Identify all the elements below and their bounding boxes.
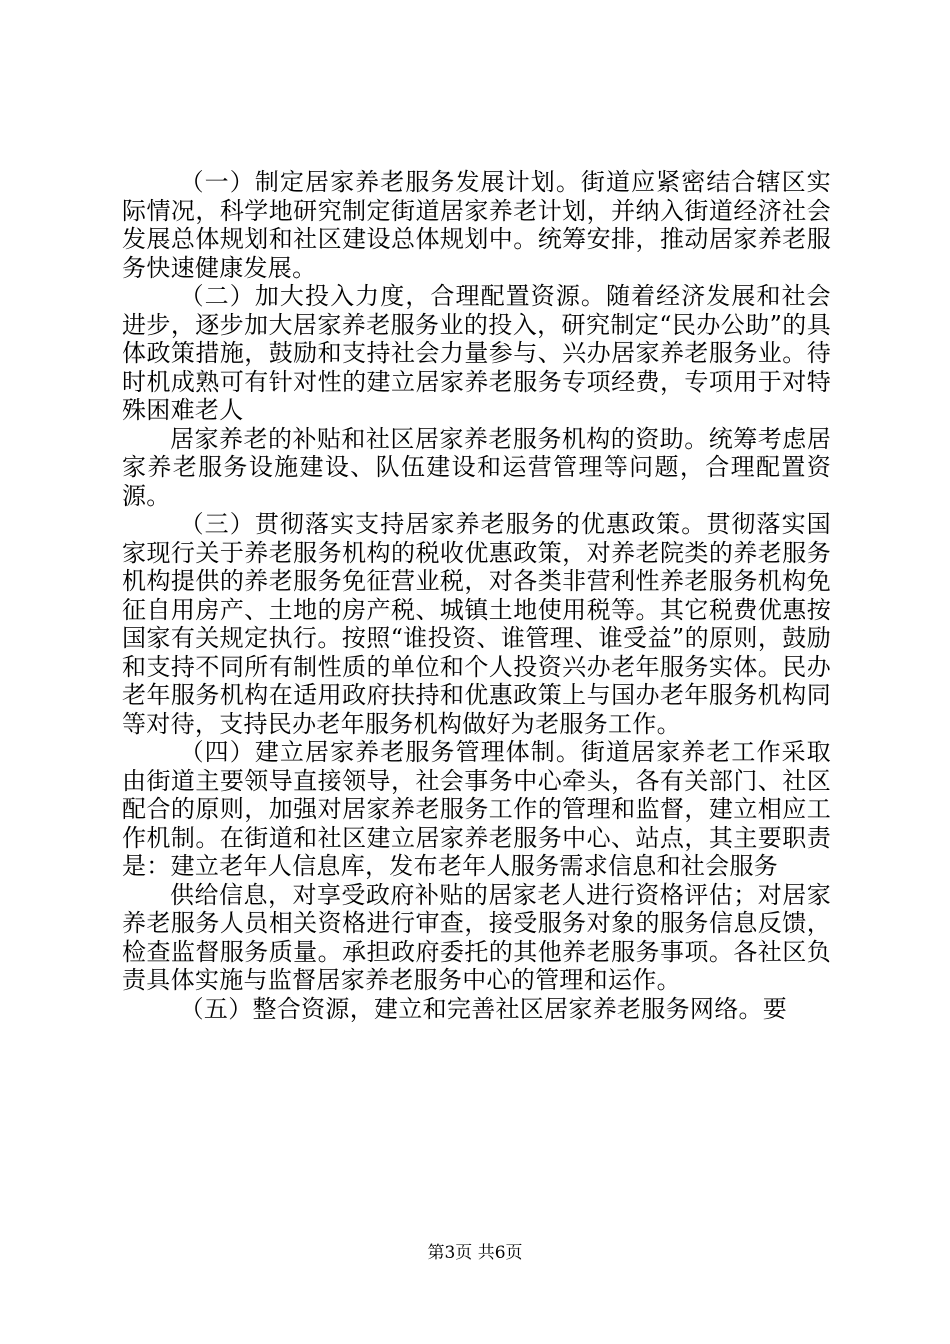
- paragraph-4: （三）贯彻落实支持居家养老服务的优惠政策。贯彻落实国家现行关于养老服务机构的税收优惠政策，对养老院类的养老服务机构提供的养老服务免征营业税，对各类非营利性养老服务机构免征自用房产、土地的房产税、城镇土地使用税等。其它税费优惠按国家有关规定执行。按照“谁投资、谁管理、谁受益”的原则，鼓励和支持不同所有制性质的单位和个人投资兴办老年服务实体。民办老年服务机构在适用政府扶持和优惠政策上与国办老年服务机构同等对待，支持民办老年服务机构做好为老服务工作。: [122, 510, 831, 738]
- page-number-label: 第3页 共6页: [427, 1243, 523, 1263]
- paragraph-1: （一）制定居家养老服务发展计划。街道应紧密结合辖区实际情况，科学地研究制定街道居家养老计划，并纳入街道经济社会发展总体规划和社区建设总体规划中。统筹安排，推动居家养老服务快速健康发展。: [122, 168, 831, 282]
- page-footer: [0, 1238, 950, 1263]
- paragraph-6: 供给信息，对享受政府补贴的居家老人进行资格评估；对居家养老服务人员相关资格进行审查，接受服务对象的服务信息反馈，检查监督服务质量。承担政府委托的其他养老服务事项。各社区负责具体实施与监督居家养老服务中心的管理和运作。: [122, 880, 831, 994]
- document-body: [122, 168, 831, 1023]
- paragraph-3: 居家养老的补贴和社区居家养老服务机构的资助。统筹考虑居家养老服务设施建设、队伍建设和运营管理等问题，合理配置资源。: [122, 424, 831, 510]
- paragraph-7: （五）整合资源，建立和完善社区居家养老服务网络。要: [179, 994, 788, 1023]
- paragraph-5: （四）建立居家养老服务管理体制。街道居家养老工作采取由街道主要领导直接领导，社会事务中心牵头，各有关部门、社区配合的原则，加强对居家养老服务工作的管理和监督，建立相应工作机制。在街道和社区建立居家养老服务中心、站点，其主要职责是：建立老年人信息库，发布老年人服务需求信息和社会服务: [122, 738, 831, 880]
- paragraph-2: （二）加大投入力度，合理配置资源。随着经济发展和社会进步，逐步加大居家养老服务业的投入，研究制定“民办公助”的具体政策措施，鼓励和支持社会力量参与、兴办居家养老服务业。待时机成熟可有针对性的建立居家养老服务专项经费，专项用于对特殊困难老人: [122, 282, 831, 424]
